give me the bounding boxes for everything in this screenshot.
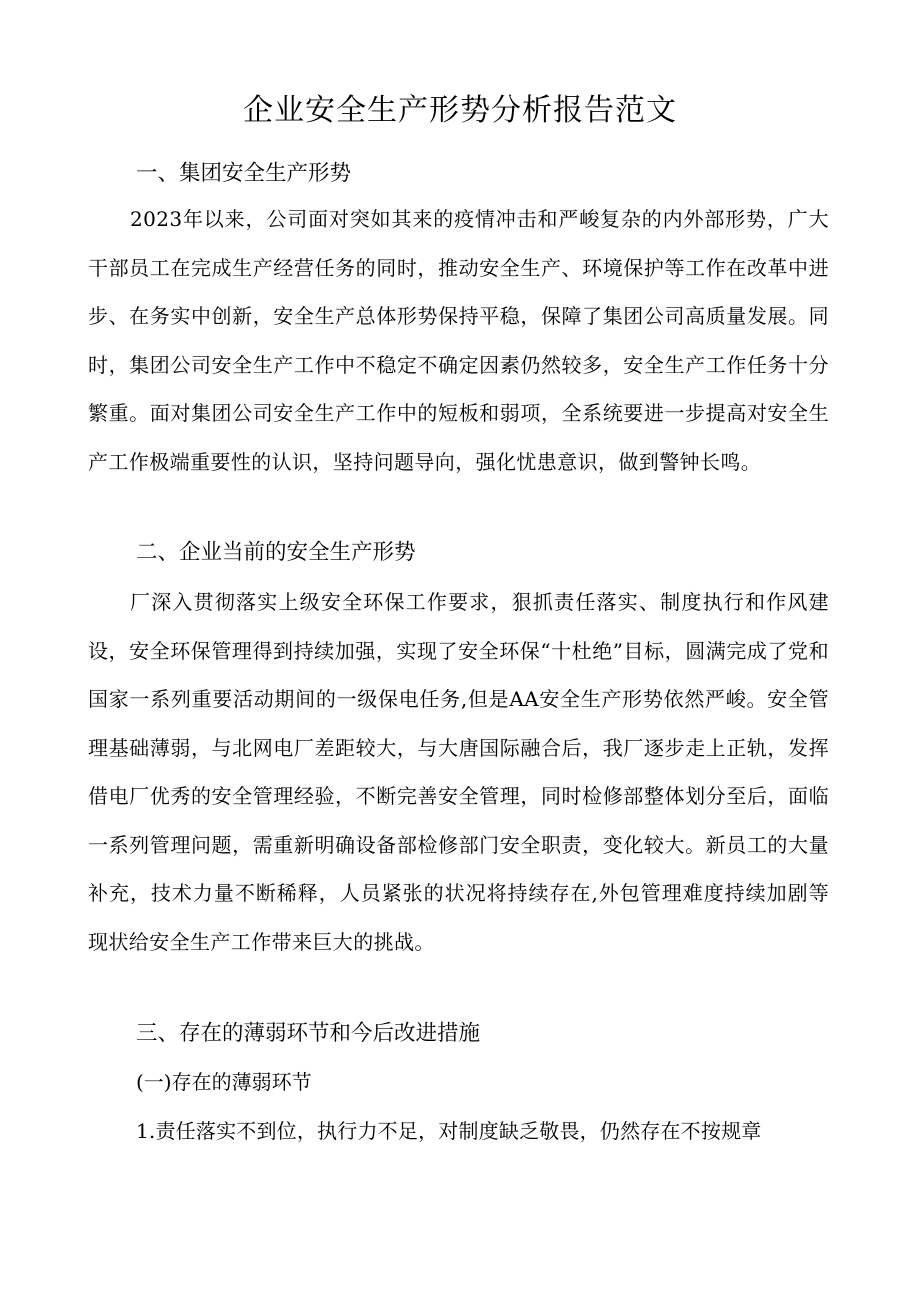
weakness-item-1: 1.责任落实不到位，执行力不足，对制度缺乏敬畏，仍然存在不按规章 [136, 1119, 762, 1143]
section-3-subheading: (一)存在的薄弱环节 [136, 1070, 312, 1094]
section-1-heading: 一、集团安全生产形势 [136, 161, 352, 186]
section-1-paragraph: 2023年以来，公司面对突如其来的疫情冲击和严峻复杂的内外部形势，广大干部员工在完成生产经营任务的同时，推动安全生产、环境保护等工作在改革中进步、在务实中创新，安全生产总体形势保持平稳，保障了集团公司高质量发展。同时，集团公司安全生产工作中不稳定不确定因素仍然较多，安全生产工作任务十分繁重。面对集团公司安全生产工作中的短板和弱项，全系统要进一步提高对安全生产工作极端重要性的认识，坚持问题导向，强化忧患意识，做到警钟长鸣。 [88, 207, 829, 474]
section-2-paragraph: 厂深入贯彻落实上级安全环保工作要求，狠抓责任落实、制度执行和作风建设，安全环保管理得到持续加强，实现了安全环保“十杜绝”目标，圆满完成了党和国家一系列重要活动期间的一级保电任务,但是AA安全生产形势依然严峻。安全管理基础薄弱，与北网电厂差距较大，与大唐国际融合后，我厂逐步走上正轨，发挥借电厂优秀的安全管理经验，不断完善安全管理，同时检修部整体划分至后，面临一系列管理问题，需重新明确设备部检修部门安全职责，变化较大。新员工的大量补充，技术力量不断稀释，人员紧张的状况将持续存在,外包管理难度持续加剧等现状给安全生产工作带来巨大的挑战。 [88, 590, 829, 954]
section-3-heading: 三、存在的薄弱环节和今后改进措施 [136, 1021, 481, 1046]
document-title: 企业安全生产形势分析报告范文 [243, 93, 677, 128]
section-2-heading: 二、企业当前的安全生产形势 [136, 540, 416, 565]
